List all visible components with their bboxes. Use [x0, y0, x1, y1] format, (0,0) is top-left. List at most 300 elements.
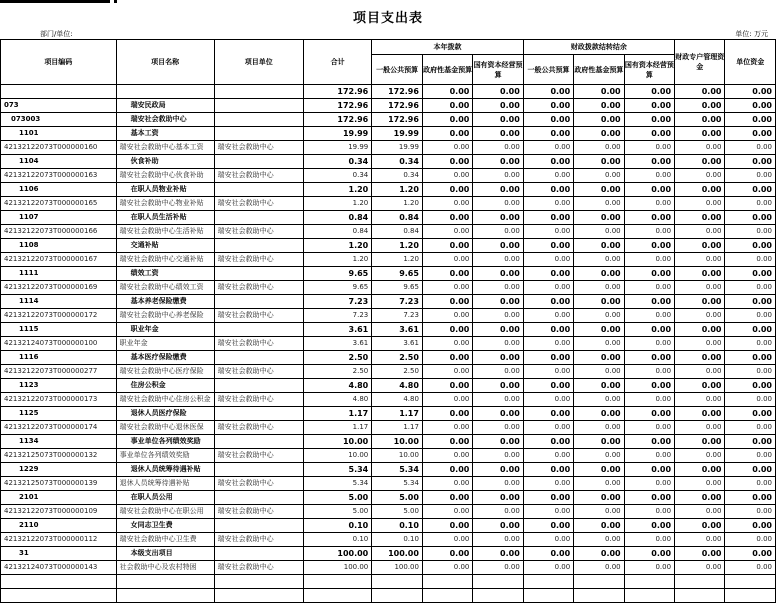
cell-empty: [422, 589, 472, 603]
cell-amount: 9.65: [303, 281, 371, 295]
cell-amount: 0.00: [624, 85, 674, 99]
cell-empty: [675, 589, 725, 603]
cell-amount: 0.00: [725, 365, 776, 379]
cell-amount: 0.00: [624, 421, 674, 435]
cell-amount: 0.00: [422, 225, 472, 239]
cell-amount: 0.00: [473, 253, 523, 267]
cell-amount: 0.00: [473, 547, 523, 561]
table-row-summary: [1, 85, 776, 99]
cell-amount: 1.20: [303, 239, 371, 253]
table-row-summary: [1, 491, 776, 505]
cell-name: 本级支出项目: [116, 547, 214, 561]
cell-name: 退休人员医疗保险: [116, 407, 214, 421]
cell-amount: 0.00: [473, 225, 523, 239]
cell-code: 42132122073T000000174: [1, 421, 117, 435]
table-row-detail: [1, 421, 776, 435]
cell-amount: 0.00: [422, 197, 472, 211]
cell-amount: 0.00: [725, 211, 776, 225]
cell-amount: 0.10: [372, 533, 423, 547]
cell-code: 1116: [1, 351, 117, 365]
table-row-summary: [1, 183, 776, 197]
cell-amount: 0.00: [574, 281, 624, 295]
table-row-detail: [1, 253, 776, 267]
cell-amount: 0.00: [473, 281, 523, 295]
cell-amount: 0.00: [574, 393, 624, 407]
cell-amount: 4.80: [303, 379, 371, 393]
cell-code: 31: [1, 547, 117, 561]
table-row-summary: [1, 323, 776, 337]
cell-name: 瑞安社会救助中心基本工资: [116, 141, 214, 155]
cell-amount: 9.65: [372, 281, 423, 295]
cell-amount: 0.00: [422, 477, 472, 491]
cell-amount: 0.00: [523, 421, 573, 435]
cell-amount: 1.20: [372, 239, 423, 253]
cell-amount: 0.00: [725, 183, 776, 197]
cell-amount: 0.00: [725, 99, 776, 113]
cell-name: 瑞安社会救助中心卫生费: [116, 533, 214, 547]
cell-amount: 0.00: [574, 519, 624, 533]
cell-amount: 0.00: [422, 337, 472, 351]
cell-amount: 0.00: [422, 547, 472, 561]
cell-amount: 0.00: [624, 491, 674, 505]
table-row-detail: [1, 365, 776, 379]
cell-amount: 0.00: [574, 267, 624, 281]
cell-empty: [214, 589, 303, 603]
table-row-summary: [1, 267, 776, 281]
cell-code: 42132124073T000000143: [1, 561, 117, 575]
cell-amount: 0.00: [422, 169, 472, 183]
cell-amount: 0.00: [422, 113, 472, 127]
cell-org: [214, 351, 303, 365]
cell-amount: 0.00: [624, 407, 674, 421]
cell-amount: 0.00: [523, 449, 573, 463]
cell-code: 1108: [1, 239, 117, 253]
cell-name: 退休人员统筹待遇补贴: [116, 477, 214, 491]
cell-amount: 0.00: [725, 323, 776, 337]
cell-amount: 7.23: [303, 295, 371, 309]
cell-amount: 0.00: [523, 113, 573, 127]
cell-name: 瑞安社会救助中心养老保险: [116, 309, 214, 323]
table-row-detail: [1, 309, 776, 323]
table-row-summary: [1, 239, 776, 253]
cell-amount: 100.00: [372, 547, 423, 561]
cell-amount: 100.00: [303, 561, 371, 575]
cell-amount: 0.00: [422, 533, 472, 547]
cell-amount: 5.00: [372, 505, 423, 519]
cell-amount: 0.00: [725, 463, 776, 477]
cell-code: 42132122073T000000277: [1, 365, 117, 379]
cell-empty: [372, 589, 423, 603]
cell-amount: 0.10: [303, 533, 371, 547]
cell-amount: 0.00: [624, 561, 674, 575]
table-row-summary: [1, 435, 776, 449]
cell-amount: 0.00: [574, 183, 624, 197]
cell-amount: 5.34: [303, 463, 371, 477]
cell-amount: 100.00: [372, 561, 423, 575]
cell-amount: 0.00: [624, 519, 674, 533]
cell-amount: 0.00: [422, 309, 472, 323]
table-row-detail: [1, 197, 776, 211]
cell-amount: 0.00: [574, 211, 624, 225]
cell-amount: 3.61: [372, 323, 423, 337]
cell-amount: 0.00: [725, 519, 776, 533]
cell-amount: 7.23: [303, 309, 371, 323]
cell-amount: 0.00: [675, 99, 725, 113]
expenditure-table: [0, 39, 776, 603]
table-row-summary: [1, 113, 776, 127]
cell-name: 瑞安社会救助中心退休医保: [116, 421, 214, 435]
cell-amount: 0.00: [473, 211, 523, 225]
table-row-empty: [1, 575, 776, 589]
table-row-summary: [1, 99, 776, 113]
cell-amount: 0.00: [574, 309, 624, 323]
cell-amount: 0.00: [675, 407, 725, 421]
cell-code: 42132124073T000000100: [1, 337, 117, 351]
cell-org: [214, 239, 303, 253]
cell-amount: 0.00: [725, 491, 776, 505]
header-carryover: 财政拨款结转结余: [523, 40, 674, 55]
cell-empty: [725, 589, 776, 603]
cell-name: 绩效工资: [116, 267, 214, 281]
cell-amount: 0.00: [624, 253, 674, 267]
cell-amount: 0.00: [523, 351, 573, 365]
cell-amount: 4.80: [303, 393, 371, 407]
header-org: 项目单位: [214, 40, 303, 85]
cell-amount: 0.00: [523, 99, 573, 113]
cell-empty: [422, 575, 472, 589]
cell-amount: 0.00: [473, 379, 523, 393]
cell-code: 1229: [1, 463, 117, 477]
header-cy-gov-fund: 政府性基金预算: [422, 55, 472, 85]
cell-empty: [372, 575, 423, 589]
cell-empty: [473, 589, 523, 603]
cell-amount: 0.00: [473, 477, 523, 491]
table-body: [1, 85, 776, 603]
cell-amount: 0.00: [473, 309, 523, 323]
cell-org: 瑞安社会救助中心: [214, 225, 303, 239]
cell-amount: 0.00: [725, 337, 776, 351]
cell-org: 瑞安社会救助中心: [214, 281, 303, 295]
table-row-summary: [1, 127, 776, 141]
cell-code: 42132122073T000000163: [1, 169, 117, 183]
cell-amount: 0.00: [473, 323, 523, 337]
cell-amount: 0.00: [675, 141, 725, 155]
cell-amount: 5.00: [303, 491, 371, 505]
cell-amount: 0.00: [574, 463, 624, 477]
cell-amount: 0.00: [422, 393, 472, 407]
cell-code: 1107: [1, 211, 117, 225]
cell-amount: 0.00: [675, 127, 725, 141]
cell-amount: 0.00: [675, 477, 725, 491]
table-row-summary: [1, 547, 776, 561]
cell-amount: 0.00: [523, 183, 573, 197]
cell-code: 42132122073T000000109: [1, 505, 117, 519]
cell-amount: 0.00: [574, 365, 624, 379]
cell-name: 社会救助中心及农村特困: [116, 561, 214, 575]
cell-amount: 0.00: [574, 491, 624, 505]
cell-amount: 0.00: [574, 253, 624, 267]
cell-amount: 0.00: [473, 435, 523, 449]
cell-name: 基本工资: [116, 127, 214, 141]
table-row-detail: [1, 281, 776, 295]
cell-name: 伙食补助: [116, 155, 214, 169]
cell-amount: 0.00: [725, 505, 776, 519]
cell-amount: 5.34: [372, 463, 423, 477]
cell-name: 交通补贴: [116, 239, 214, 253]
cell-amount: 0.00: [675, 183, 725, 197]
cell-amount: 0.00: [675, 449, 725, 463]
top-bar: [0, 0, 776, 4]
cell-code: 1114: [1, 295, 117, 309]
cell-amount: 7.23: [372, 309, 423, 323]
cell-amount: 0.00: [574, 239, 624, 253]
cell-name: 在职人员生活补贴: [116, 211, 214, 225]
cell-amount: 0.00: [624, 113, 674, 127]
cell-amount: 0.00: [523, 197, 573, 211]
cell-empty: [574, 575, 624, 589]
cell-amount: 0.00: [675, 561, 725, 575]
cell-amount: 0.00: [422, 183, 472, 197]
cell-org: 瑞安社会救助中心: [214, 393, 303, 407]
cell-amount: 0.34: [303, 169, 371, 183]
cell-amount: 0.00: [574, 155, 624, 169]
table-row-detail: [1, 393, 776, 407]
cell-code: 42132125073T000000132: [1, 449, 117, 463]
header-co-soe: 国有资本经营预算: [624, 55, 674, 85]
cell-amount: 0.00: [624, 337, 674, 351]
cell-org: [214, 491, 303, 505]
cell-amount: 4.80: [372, 379, 423, 393]
cell-amount: 0.00: [422, 99, 472, 113]
cell-amount: 1.17: [372, 407, 423, 421]
cell-amount: 1.20: [372, 253, 423, 267]
cell-amount: 9.65: [372, 267, 423, 281]
cell-amount: 0.00: [574, 379, 624, 393]
cell-amount: 0.00: [624, 477, 674, 491]
cell-name: 在职人员公用: [116, 491, 214, 505]
cell-amount: 0.00: [725, 351, 776, 365]
cell-amount: 0.00: [725, 197, 776, 211]
cell-amount: 0.00: [422, 505, 472, 519]
cell-name: 退休人员统筹待遇补贴: [116, 463, 214, 477]
cell-amount: 0.00: [675, 337, 725, 351]
cell-amount: 0.00: [624, 281, 674, 295]
cell-amount: 0.00: [422, 239, 472, 253]
cell-amount: 0.00: [675, 267, 725, 281]
cell-amount: 0.00: [523, 267, 573, 281]
cell-org: [214, 547, 303, 561]
cell-amount: 2.50: [372, 351, 423, 365]
cell-amount: 0.00: [523, 463, 573, 477]
cell-org: [214, 435, 303, 449]
cell-amount: 0.00: [523, 435, 573, 449]
cell-amount: 19.99: [372, 141, 423, 155]
cell-amount: 0.00: [574, 407, 624, 421]
cell-amount: 0.00: [574, 449, 624, 463]
cell-name: 职业年金: [116, 337, 214, 351]
table-row-summary: [1, 351, 776, 365]
cell-amount: 0.00: [422, 351, 472, 365]
cell-amount: 0.00: [725, 477, 776, 491]
cell-amount: 19.99: [372, 127, 423, 141]
cell-amount: 0.00: [473, 421, 523, 435]
cell-amount: 0.00: [624, 379, 674, 393]
unit-label: 单位: 万元: [735, 30, 768, 38]
cell-amount: 0.00: [574, 127, 624, 141]
header-code: 项目编码: [1, 40, 117, 85]
table-row-summary: [1, 295, 776, 309]
cell-amount: 0.00: [725, 127, 776, 141]
cell-amount: 0.00: [422, 421, 472, 435]
cell-org: 瑞安社会救助中心: [214, 253, 303, 267]
cell-empty: [116, 589, 214, 603]
cell-amount: 0.00: [725, 141, 776, 155]
cell-amount: 3.61: [372, 337, 423, 351]
cell-code: 42132122073T000000112: [1, 533, 117, 547]
cell-amount: 3.61: [303, 323, 371, 337]
cell-code: 073: [1, 99, 117, 113]
cell-org: 瑞安社会救助中心: [214, 561, 303, 575]
cell-empty: [523, 589, 573, 603]
cell-amount: 0.00: [624, 267, 674, 281]
cell-name: 瑞安社会救助中心交通补贴: [116, 253, 214, 267]
cell-amount: 5.00: [372, 491, 423, 505]
cell-amount: 0.00: [422, 449, 472, 463]
cell-name: 瑞安民政局: [116, 99, 214, 113]
table-row-detail: [1, 561, 776, 575]
cell-amount: 0.00: [473, 491, 523, 505]
cell-amount: 0.00: [675, 519, 725, 533]
cell-amount: 0.10: [372, 519, 423, 533]
cell-amount: 0.00: [624, 295, 674, 309]
cell-amount: 0.10: [303, 519, 371, 533]
cell-amount: 0.00: [473, 239, 523, 253]
cell-amount: 0.00: [725, 533, 776, 547]
cell-amount: 0.00: [675, 421, 725, 435]
cell-org: 瑞安社会救助中心: [214, 365, 303, 379]
cell-amount: 0.00: [624, 239, 674, 253]
cell-empty: [725, 575, 776, 589]
page-title: 项目支出表: [352, 11, 423, 26]
cell-amount: 0.00: [675, 393, 725, 407]
top-bar-mark-small: [114, 0, 117, 3]
cell-org: 瑞安社会救助中心: [214, 505, 303, 519]
table-row-summary: [1, 463, 776, 477]
cell-amount: 1.20: [372, 197, 423, 211]
cell-amount: 0.00: [624, 127, 674, 141]
cell-amount: 0.00: [422, 435, 472, 449]
cell-amount: 0.00: [725, 281, 776, 295]
table-row-detail: [1, 449, 776, 463]
cell-amount: 0.00: [422, 519, 472, 533]
cell-code: 1115: [1, 323, 117, 337]
cell-amount: 0.00: [675, 463, 725, 477]
cell-code: 1134: [1, 435, 117, 449]
cell-amount: 0.00: [523, 127, 573, 141]
cell-amount: 0.00: [725, 267, 776, 281]
cell-code: 42132122073T000000172: [1, 309, 117, 323]
cell-amount: 0.00: [675, 169, 725, 183]
cell-amount: 0.00: [624, 351, 674, 365]
cell-amount: 19.99: [303, 127, 371, 141]
cell-code: 42132125073T000000139: [1, 477, 117, 491]
cell-code: 1111: [1, 267, 117, 281]
table-row-summary: [1, 211, 776, 225]
cell-amount: 0.00: [473, 351, 523, 365]
cell-amount: 0.00: [422, 379, 472, 393]
cell-amount: 0.00: [624, 463, 674, 477]
cell-amount: 0.00: [725, 379, 776, 393]
cell-amount: 0.00: [523, 393, 573, 407]
cell-code: 2110: [1, 519, 117, 533]
cell-amount: 0.84: [303, 225, 371, 239]
cell-amount: 2.50: [303, 351, 371, 365]
cell-amount: 1.20: [372, 183, 423, 197]
cell-code: 1123: [1, 379, 117, 393]
cell-amount: 0.00: [523, 239, 573, 253]
cell-amount: 0.00: [675, 85, 725, 99]
cell-amount: 1.17: [372, 421, 423, 435]
cell-amount: 0.00: [574, 99, 624, 113]
header-cy-soe: 国有资本经营预算: [473, 55, 523, 85]
cell-name: 事业单位各列绩效奖励: [116, 435, 214, 449]
table-row-detail: [1, 505, 776, 519]
cell-code: 1104: [1, 155, 117, 169]
cell-amount: 0.00: [523, 365, 573, 379]
cell-name: 基本养老保险缴费: [116, 295, 214, 309]
cell-amount: 0.00: [422, 85, 472, 99]
cell-amount: 2.50: [372, 365, 423, 379]
cell-amount: 0.00: [523, 407, 573, 421]
cell-amount: 0.00: [675, 239, 725, 253]
cell-amount: 0.00: [574, 351, 624, 365]
cell-name: 事业单位各列绩效奖励: [116, 449, 214, 463]
cell-amount: 0.00: [574, 225, 624, 239]
cell-amount: 0.84: [303, 211, 371, 225]
cell-amount: 0.00: [725, 435, 776, 449]
cell-amount: 0.00: [675, 505, 725, 519]
header-name: 项目名称: [116, 40, 214, 85]
cell-amount: 0.00: [675, 435, 725, 449]
cell-code: 42132122073T000000173: [1, 393, 117, 407]
cell-amount: 0.00: [523, 141, 573, 155]
cell-name: 瑞安社会救助中心生活补贴: [116, 225, 214, 239]
cell-amount: 1.20: [303, 197, 371, 211]
cell-amount: 0.00: [725, 295, 776, 309]
cell-amount: 0.84: [372, 211, 423, 225]
cell-amount: 0.00: [473, 533, 523, 547]
cell-org: [214, 183, 303, 197]
cell-amount: 1.20: [303, 253, 371, 267]
cell-empty: [523, 575, 573, 589]
cell-empty: [214, 575, 303, 589]
cell-amount: 3.61: [303, 337, 371, 351]
cell-amount: 0.00: [523, 547, 573, 561]
cell-amount: 0.00: [574, 85, 624, 99]
cell-amount: 0.00: [473, 197, 523, 211]
cell-amount: 10.00: [303, 435, 371, 449]
cell-amount: 0.00: [473, 155, 523, 169]
cell-amount: 0.00: [523, 309, 573, 323]
cell-code: 42132122073T000000160: [1, 141, 117, 155]
cell-amount: 4.80: [372, 393, 423, 407]
cell-amount: 0.00: [675, 253, 725, 267]
cell-amount: 0.00: [574, 505, 624, 519]
cell-amount: 5.34: [372, 477, 423, 491]
cell-code: 1125: [1, 407, 117, 421]
cell-empty: [303, 589, 371, 603]
cell-amount: 0.34: [303, 155, 371, 169]
